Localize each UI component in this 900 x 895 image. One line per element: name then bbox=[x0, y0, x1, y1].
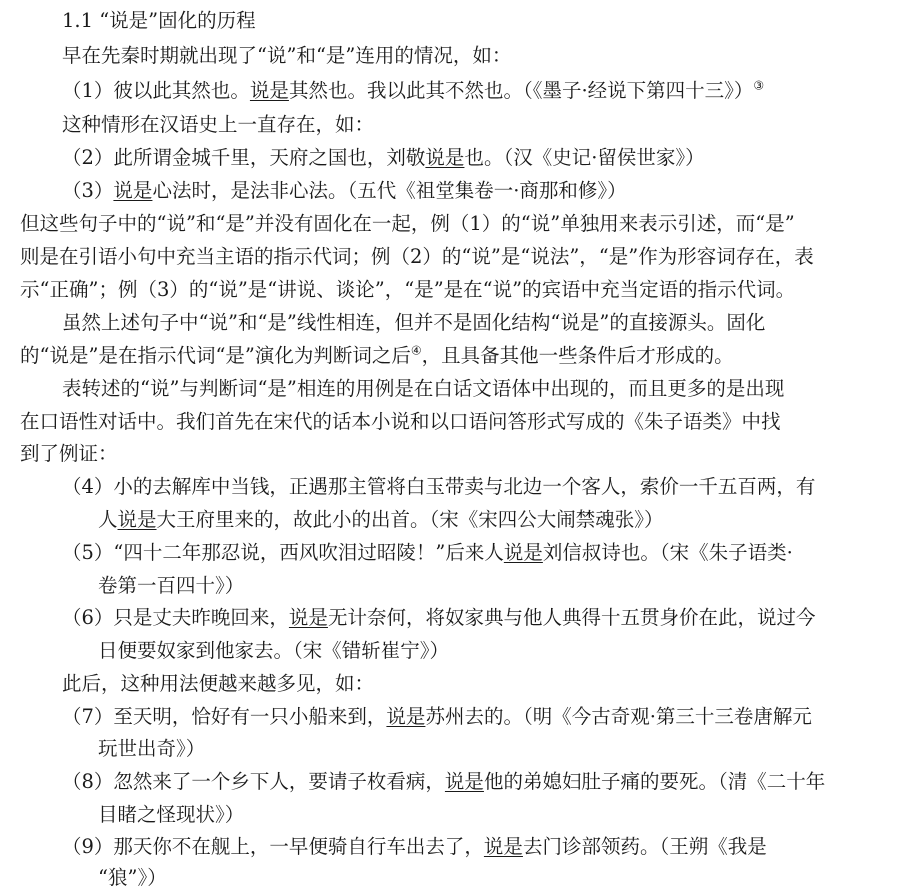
example-2-keyword: 说是 bbox=[425, 146, 465, 169]
example-6-line-1 bbox=[62, 607, 815, 629]
example-5-text-b: 刘信叔诗也。（宋《朱子语类· bbox=[542, 541, 793, 564]
example-3-text-a: （3） bbox=[62, 179, 114, 202]
example-9-text-b: 去门诊部领药。（王朔《我是 bbox=[522, 835, 767, 858]
footnote-marker-3: ③ bbox=[753, 78, 765, 93]
example-3-text-b: 心法时，是法非心法。（五代《祖堂集卷一·商那和修》） bbox=[152, 179, 627, 202]
paragraph-1-line-2: 则是在引语小句中充当主语的指示代词；例（2）的“说”是“说法”，“是”作为形容词存在，表 bbox=[20, 245, 814, 268]
bridge-line-1: 这种情形在汉语史上一直存在，如： bbox=[62, 113, 375, 136]
example-9-line-1 bbox=[62, 836, 767, 858]
footnote-marker-4: ④ bbox=[410, 343, 422, 358]
paragraph-1-line-1: 但这些句子中的“说”和“是”并没有固化在一起，例（1）的“说”单独用来表示引述，而“是” bbox=[20, 212, 795, 235]
example-4-line-2 bbox=[98, 509, 664, 531]
example-7-keyword: 说是 bbox=[386, 705, 426, 728]
section-heading: 1.1 “说是”固化的历程 bbox=[62, 9, 256, 32]
paragraph-2-text-b: ，且具备其他一些条件后才形成的。 bbox=[421, 344, 734, 367]
bridge-line-2: 此后，这种用法便越来越多见，如： bbox=[62, 672, 375, 695]
example-4-text-b: 大王府里来的，故此小的出首。（宋《宋四公大闹禁魂张》） bbox=[156, 508, 664, 531]
example-4-text-a: 人 bbox=[98, 508, 118, 531]
example-7-line-1 bbox=[62, 706, 812, 728]
example-9-text-a: （9）那天你不在舰上，一早便骑自行车出去了， bbox=[62, 835, 484, 858]
example-8-text-b: 他的弟媳妇肚子痛的要死。（清《二十年 bbox=[483, 770, 826, 793]
example-6-text-a: （6）只是丈夫昨晚回来， bbox=[62, 606, 289, 629]
example-8-text-a: （8）忽然来了一个乡下人，要请子枚看病， bbox=[62, 770, 445, 793]
example-9-line-2: “狼”》） bbox=[98, 866, 167, 889]
example-1-text-a: （1）彼以此其然也。 bbox=[62, 79, 250, 102]
example-5-keyword: 说是 bbox=[503, 541, 543, 564]
paragraph-2-text-a: 的“说是”是在指示代词“是”演化为判断词之后 bbox=[20, 344, 411, 367]
example-7-text-b: 苏州去的。（明《今古奇观·第三十三卷唐解元 bbox=[425, 705, 812, 728]
example-5-text-a: （5）“四十二年那忍说，西风吹泪过昭陵！”后来人 bbox=[62, 541, 504, 564]
paragraph-3-line-1: 表转述的“说”与判断词“是”相连的用例是在白话文语体中出现的，而且更多的是出现 bbox=[62, 377, 785, 400]
paragraph-2-line-2 bbox=[20, 345, 734, 367]
example-3-keyword: 说是 bbox=[113, 179, 153, 202]
paragraph-1-line-3: 示“正确”；例（3）的“说”是“讲说、谈论”，“是”是在“说”的宾语中充当定语的指示代词。 bbox=[20, 278, 796, 301]
example-4-keyword: 说是 bbox=[117, 508, 157, 531]
example-1-text-b: 其然也。我以此其不然也。（《墨子·经说下第四十三》） bbox=[288, 79, 754, 102]
example-2-text-a: （2）此所谓金城千里，天府之国也，刘敬 bbox=[62, 146, 426, 169]
example-8-keyword: 说是 bbox=[444, 770, 484, 793]
example-5-line-2: 卷第一百四十》） bbox=[98, 574, 245, 597]
example-2-text-b: 也。（汉《史记·留侯世家》） bbox=[464, 146, 705, 169]
example-9-keyword: 说是 bbox=[483, 835, 523, 858]
example-8-line-2: 目睹之怪现状》） bbox=[98, 803, 245, 826]
paragraph-3-line-3: 到了例证： bbox=[20, 442, 118, 465]
example-7-line-2: 玩世出奇》） bbox=[98, 737, 206, 760]
paragraph-3-line-2: 在口语性对话中。我们首先在宋代的话本小说和以口语问答形式写成的《朱子语类》中找 bbox=[20, 410, 781, 433]
example-5-line-1 bbox=[62, 542, 793, 564]
paragraph-2-line-1: 虽然上述句子中“说”和“是”线性相连，但并不是固化结构“说是”的直接源头。固化 bbox=[62, 311, 766, 334]
example-6-text-b: 无计奈何，将奴家典与他人典得十五贯身价在此，说过今 bbox=[327, 606, 816, 629]
example-8-line-1 bbox=[62, 771, 825, 793]
example-3 bbox=[62, 180, 627, 202]
example-1-keyword: 说是 bbox=[249, 79, 289, 102]
intro-line: 早在先秦时期就出现了“说”和“是”连用的情况，如： bbox=[62, 44, 512, 67]
example-7-text-a: （7）至天明，恰好有一只小船来到， bbox=[62, 705, 387, 728]
example-2 bbox=[62, 147, 705, 169]
example-6-keyword: 说是 bbox=[288, 606, 328, 629]
example-4-line-1: （4）小的去解库中当钱，正遇那主管将白玉带卖与北边一个客人，索价一千五百两，有 bbox=[62, 475, 816, 498]
example-6-line-2: 日便要奴家到他家去。（宋《错斩崔宁》） bbox=[98, 639, 450, 662]
example-1 bbox=[62, 80, 764, 102]
